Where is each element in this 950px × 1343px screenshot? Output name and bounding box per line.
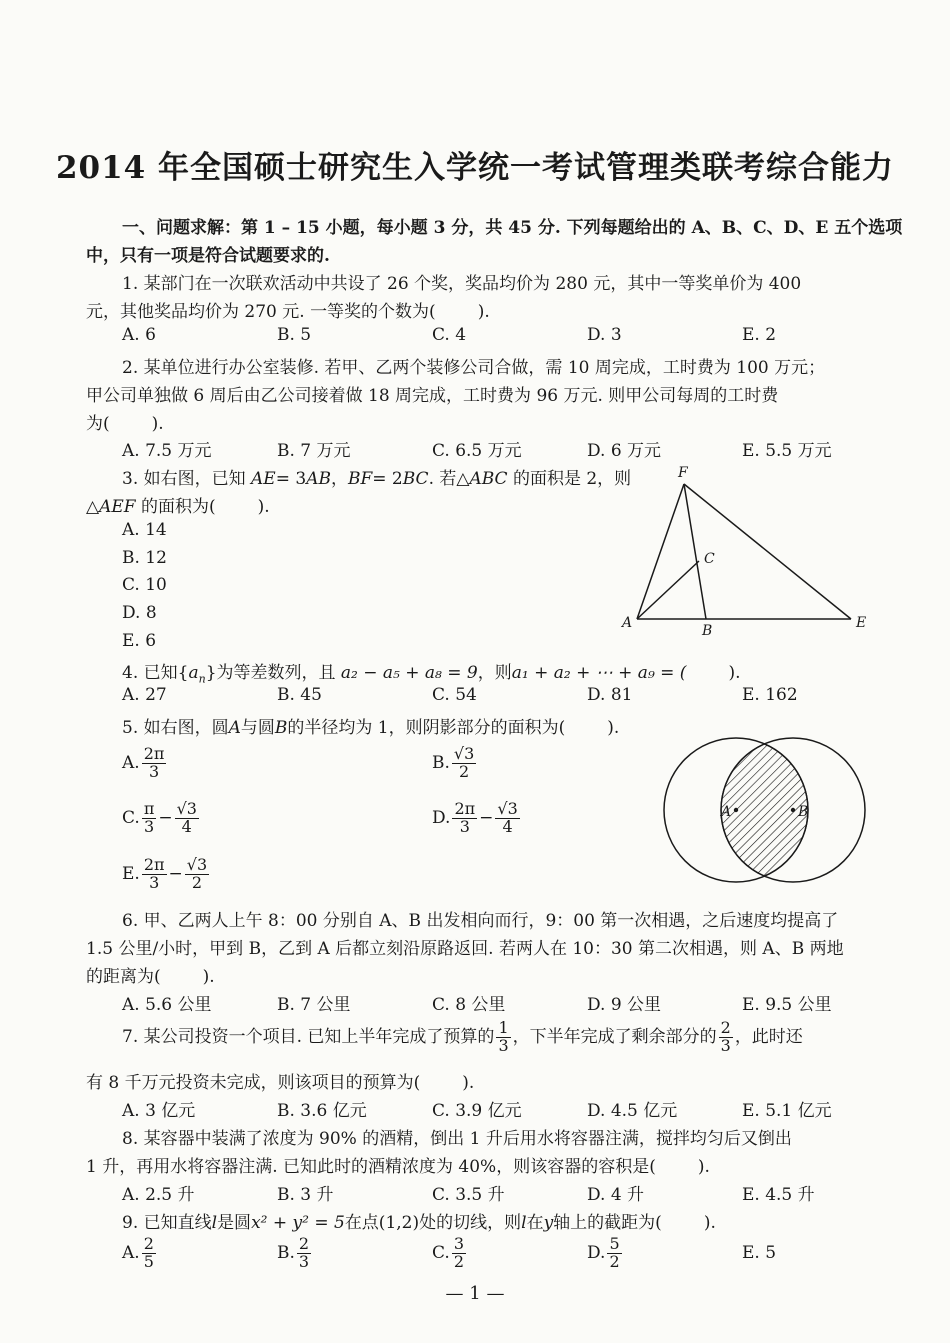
q9-text-e: 轴上的截距为( (553, 1213, 662, 1233)
q3-triangle-figure (600, 455, 880, 645)
q9-text-f: ). (703, 1213, 716, 1233)
q7-text-b: ，下半年完成了剩余部分的 (512, 1026, 717, 1047)
q3-line2-end: ). (257, 497, 270, 517)
q9-text-d: 在 (526, 1213, 544, 1233)
q6-line1: 6. 甲、乙两人上午 8：00 分别自 A、B 出发相向而行，9：00 第一次相遇，之后速度均提高了 (122, 911, 839, 931)
q1-line2-text: 元，其他奖品均价为 270 元. 一等奖的个数为( (86, 302, 436, 322)
q7-option-c: C. 3.9 亿元 (432, 1101, 522, 1121)
q1-option-e: E. 2 (742, 325, 777, 345)
q1-option-d: D. 3 (587, 325, 622, 345)
q6-option-b: B. 7 公里 (277, 995, 351, 1015)
q3-var-abc: ABC (469, 469, 508, 489)
q7-line2-end: ). (462, 1073, 475, 1093)
q5-option-d-label: D. (432, 807, 451, 828)
q3-option-d: D. 8 (122, 603, 157, 623)
q7-option-e: E. 5.1 亿元 (742, 1101, 832, 1121)
q9-var-l2: l (521, 1213, 527, 1233)
q5-var-a: A (228, 718, 241, 738)
q3-var-ab: AB (306, 469, 331, 489)
q5-option-c: C. $\frac{\pi}{3}$ − $\frac{√3}{4}$ (122, 799, 197, 836)
q5-text-d: ). (607, 718, 620, 738)
q4-option-e: E. 162 (742, 685, 798, 705)
q4-option-c: C. 54 (432, 685, 477, 705)
q4-mid: }为等差数列，且 (205, 663, 336, 683)
q3-var-bc: BC (402, 469, 429, 489)
q3-eq1: = 3 (275, 469, 307, 489)
q7-line2-text: 有 8 千万元投资未完成，则该项目的预算为( (86, 1073, 421, 1093)
q7-line2 (86, 1068, 474, 1093)
q2-line3-text: 为( (86, 414, 110, 434)
q5-option-e: E. $\frac{2\pi}{3}$ − $\frac{√3}{2}$ (122, 855, 208, 892)
q5-option-a (122, 746, 168, 781)
q7-text-a: 7. 某公司投资一个项目. 已知上半年完成了预算的 (122, 1026, 495, 1047)
q2-option-d: D. 6 万元 (587, 441, 662, 461)
q3-triangle-symbol: △ (86, 497, 100, 517)
q5-option-e-label: E. (122, 863, 140, 884)
q8-option-c: C. 3.5 升 (432, 1185, 505, 1205)
q1-line2-end: ). (477, 302, 490, 322)
q9-option-b: B. $\frac{2}{3}$ (277, 1234, 310, 1271)
q1-option-c: C. 4 (432, 325, 467, 345)
q4-var-a: a (188, 663, 199, 683)
q4-option-b: B. 45 (277, 685, 322, 705)
q6-line3-end: ). (202, 967, 215, 987)
q4-expr2: a₁ + a₂ + ⋯ + a₉ = ( (511, 663, 687, 683)
q6-line3-text: 的距离为( (86, 967, 161, 987)
q8-option-e: E. 4.5 升 (742, 1185, 815, 1205)
q3-var-ae: AE (251, 469, 276, 489)
q5-label-b: B (798, 804, 809, 820)
q7-option-a: A. 3 亿元 (122, 1101, 196, 1121)
q5-label-a: A (721, 804, 732, 820)
q6-line3 (86, 962, 215, 987)
q3-label-b: B (702, 623, 713, 639)
q3-option-a: A. 14 (122, 520, 167, 540)
q7-frac-1: $\frac{1}{3}$ (498, 1018, 509, 1055)
q9-option-a: A. $\frac{2}{5}$ (122, 1234, 154, 1271)
q7-option-d: D. 4.5 亿元 (587, 1101, 678, 1121)
q3-text-b: . 若△ (428, 469, 470, 489)
q8-line2 (86, 1152, 710, 1177)
page-title: 2014 年全国硕士研究生入学统一考试管理类联考综合能力 (55, 150, 895, 186)
q9-option-c: C. $\frac{3}{2}$ (432, 1234, 464, 1271)
q8-line2-end: ). (697, 1157, 710, 1177)
section-heading-line1: 一、问题求解：第 1 – 15 小题，每小题 3 分，共 45 分. 下列每题给出的 A、B、C、D、E 五个选项 (122, 218, 903, 238)
q9-text-a: 9. 已知直线 (122, 1213, 212, 1233)
q1-option-b: B. 5 (277, 325, 312, 345)
q3-label-a: A (622, 615, 633, 631)
page-number: — 1 — (445, 1283, 505, 1304)
q2-line1: 2. 某单位进行办公室装修. 若甲、乙两个装修公司合做，需 10 周完成，工时费为 100 万元； (122, 358, 826, 378)
q9-text-b: 是圆 (217, 1213, 252, 1233)
q7-line1 (122, 1020, 803, 1055)
q5-text-c: 的半径均为 1，则阴影部分的面积为( (287, 718, 566, 738)
q3-option-b: B. 12 (122, 548, 167, 568)
q3-label-c: C (704, 551, 715, 567)
q6-option-d: D. 9 公里 (587, 995, 662, 1015)
q3-var-aef: AEF (99, 497, 136, 517)
q5-circles-figure (655, 738, 875, 883)
q3-line2 (86, 492, 270, 517)
q2-line3-end: ). (151, 414, 164, 434)
q5-option-b-frac: $\frac{√3}{2}$ (453, 744, 475, 781)
q3-eq2: = 2 (372, 469, 403, 489)
q9-line1 (122, 1208, 716, 1233)
q6-option-e: E. 9.5 公里 (742, 995, 832, 1015)
q5-option-c-label: C. (122, 807, 140, 828)
q9-var-y: y (543, 1213, 554, 1233)
q9-text-c: 在点(1,2)处的切线，则 (344, 1213, 522, 1233)
q7-frac-2: $\frac{2}{3}$ (720, 1018, 731, 1055)
q5-text-b: 与圆 (240, 718, 275, 738)
q6-option-a: A. 5.6 公里 (122, 995, 212, 1015)
q3-option-c: C. 10 (122, 575, 167, 595)
q4-lead: 4. 已知{ (122, 663, 189, 683)
q3-var-bf: BF (347, 469, 373, 489)
q3-text-c: 的面积是 2，则 (512, 469, 632, 489)
q3-line1 (122, 464, 631, 489)
q2-line3 (86, 409, 164, 434)
q5-option-b (432, 746, 478, 781)
q3-text-a: 3. 如右图，已知 (122, 469, 246, 489)
q1-line1: 1. 某部门在一次联欢活动中共设了 26 个奖，奖品均价为 280 元，其中一等奖单价为 400 (122, 274, 802, 294)
q9-circle-eq: x² + y² = 5 (251, 1213, 345, 1233)
q9-var-l: l (211, 1213, 218, 1233)
q8-option-d: D. 4 升 (587, 1185, 645, 1205)
q2-option-e: E. 5.5 万元 (742, 441, 832, 461)
q3-label-e: E (856, 615, 867, 631)
q1-line2 (86, 297, 490, 322)
q5-option-d: D. $\frac{2\pi}{3}$ − $\frac{√3}{4}$ (432, 799, 518, 836)
q8-line1: 8. 某容器中装满了浓度为 90% 的酒精，倒出 1 升后用水将容器注满，搅拌均匀后又倒出 (122, 1129, 792, 1149)
q2-line2: 甲公司单独做 6 周后由乙公司接着做 18 周完成，工时费为 96 万元. 则甲公司每周的工时费 (86, 386, 779, 406)
q5-line1 (122, 713, 619, 738)
q9-option-e: E. 5 (742, 1243, 777, 1263)
q6-option-c: C. 8 公里 (432, 995, 506, 1015)
q4-sub-n: n (198, 672, 206, 686)
q6-line2: 1.5 公里/小时，甲到 B，乙到 A 后都立刻沿原路返回. 若两人在 10：30 第二次相遇，则 A、B 两地 (86, 939, 844, 959)
q7-text-c: ，此时还 (734, 1026, 803, 1047)
q2-option-b: B. 7 万元 (277, 441, 351, 461)
q8-line2-text: 1 升，再用水将容器注满. 已知此时的酒精浓度为 40%，则该容器的容积是( (86, 1157, 656, 1177)
q4-end: ). (728, 663, 741, 683)
q4-expr1: a₂ − a₅ + a₈ = 9 (340, 663, 478, 683)
q4-mid2: ，则 (477, 663, 512, 683)
q4-option-a: A. 27 (122, 685, 167, 705)
q8-option-b: B. 3 升 (277, 1185, 334, 1205)
q2-option-a: A. 7.5 万元 (122, 441, 212, 461)
q5-option-a-frac: $\frac{2\pi}{3}$ (143, 744, 165, 781)
q8-option-a: A. 2.5 升 (122, 1185, 195, 1205)
q3-comma: ， (330, 469, 348, 489)
q1-option-a: A. 6 (122, 325, 156, 345)
q4-option-d: D. 81 (587, 685, 633, 705)
q3-label-f: F (678, 465, 688, 481)
section-heading-line2: 中，只有一项是符合试题要求的. (86, 246, 330, 266)
q9-option-d: D. $\frac{5}{2}$ (587, 1234, 620, 1271)
q5-text-a: 5. 如右图，圆 (122, 718, 229, 738)
q5-var-b: B (274, 718, 288, 738)
q3-option-e: E. 6 (122, 631, 157, 651)
q5-option-a-label: A. (122, 752, 140, 773)
q4-line1 (122, 658, 741, 685)
q5-option-b-label: B. (432, 752, 450, 773)
q3-line2-text: 的面积为( (140, 497, 216, 517)
q7-option-b: B. 3.6 亿元 (277, 1101, 367, 1121)
q2-option-c: C. 6.5 万元 (432, 441, 522, 461)
